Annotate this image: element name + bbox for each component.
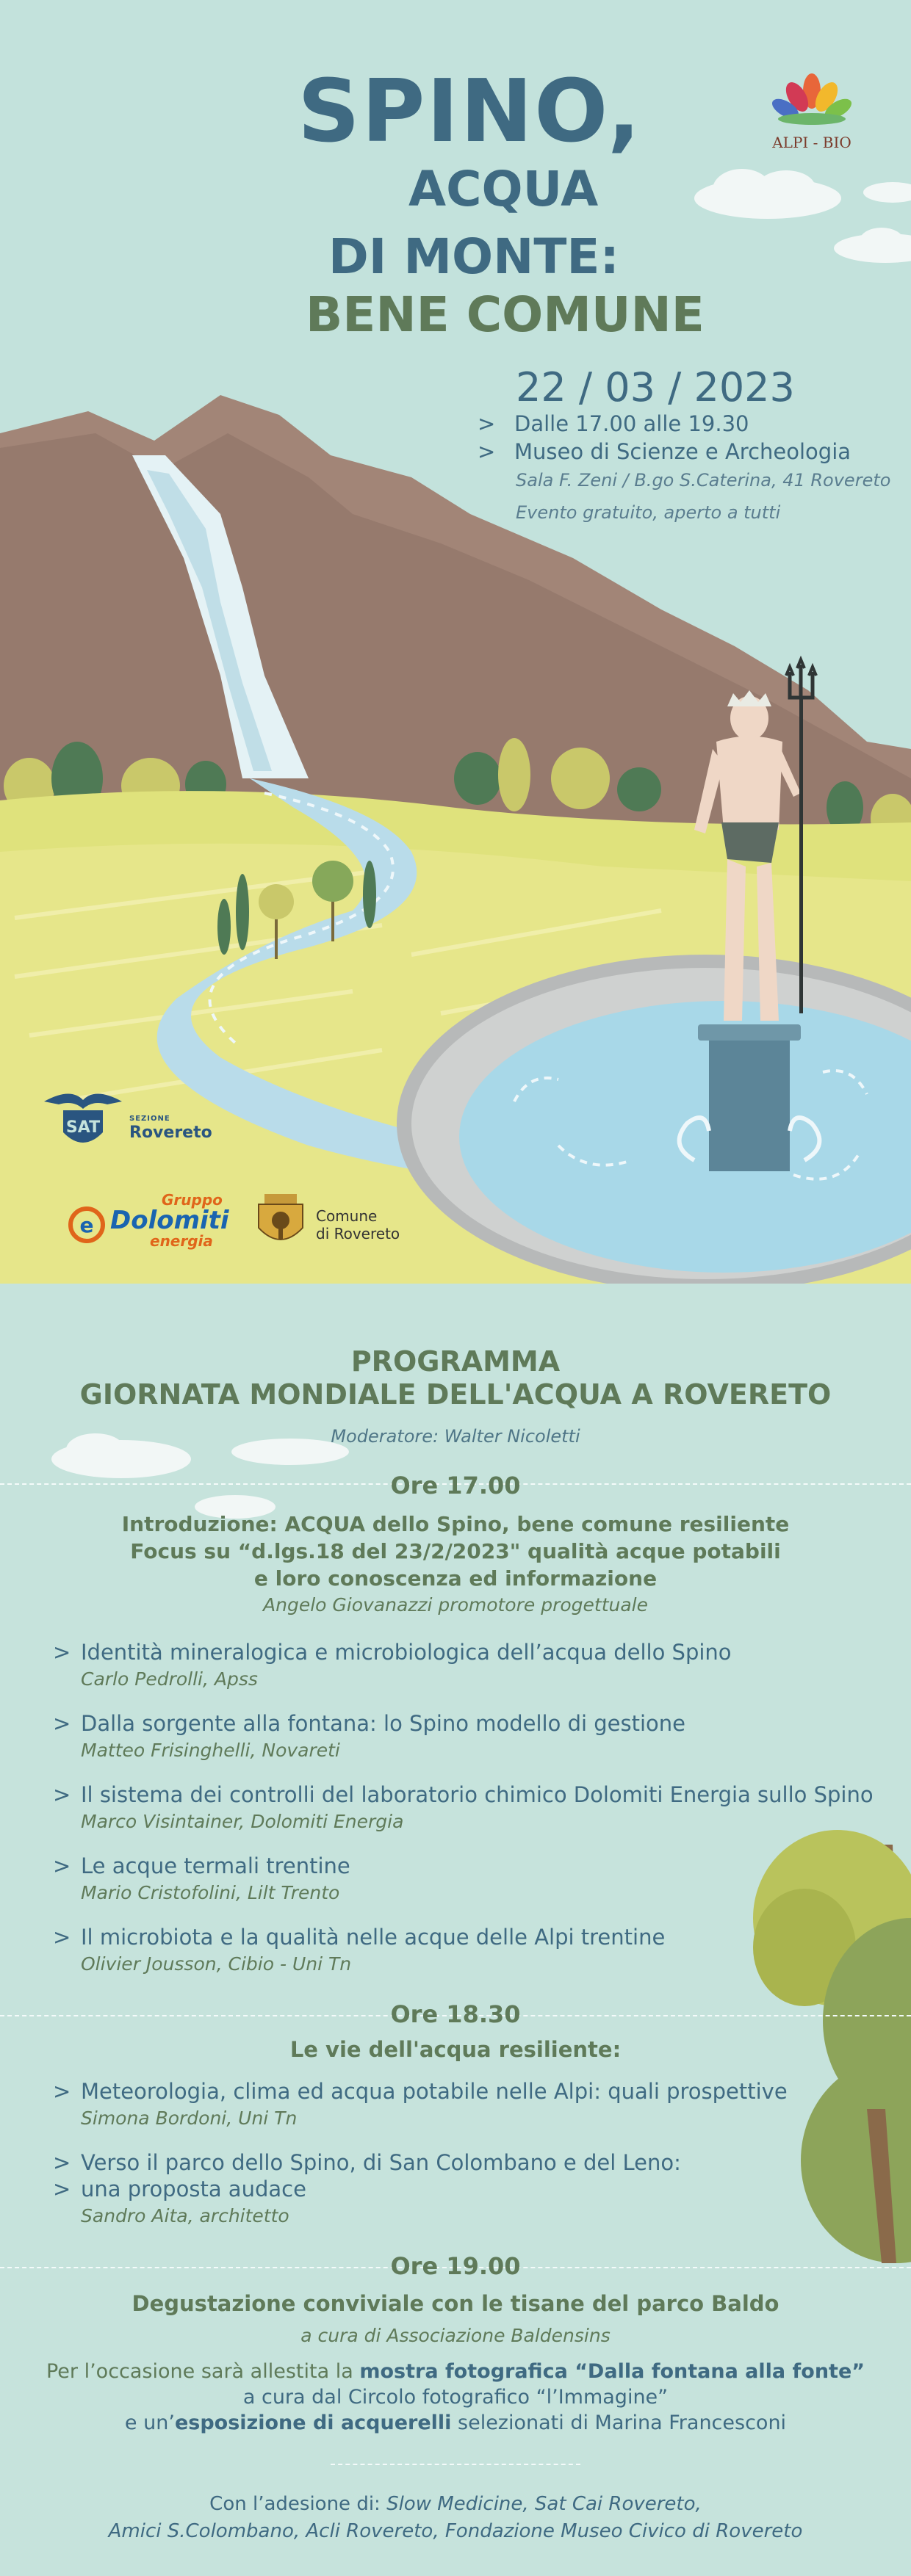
adhesion-line-1 [0, 2491, 911, 2517]
time-slot-3: Ore 19.00 [390, 2252, 521, 2280]
svg-text:SAT: SAT [65, 1118, 101, 1137]
exhibit-text: selezionati di Marina Francesconi [451, 2412, 787, 2434]
program-item-speaker: Marco Visintainer, Dolomiti Energia [81, 1811, 404, 1832]
intro-line-2: Focus su “d.lgs.18 del 23/2/2023" qualità acque potabili [130, 1539, 781, 1563]
program-item [53, 1924, 876, 1975]
title-spino: SPINO, [298, 60, 642, 162]
comune-rovereto-logo [251, 1191, 406, 1250]
event-venue-text: Museo di Scienze e Archeologia [514, 439, 851, 464]
event-date: 22 / 03 / 2023 [516, 364, 795, 410]
intro-line-1: Introduzione: ACQUA dello Spino, bene comune resiliente [121, 1512, 790, 1536]
exhibit-text: Per l’occasione sarà allestita la [46, 2360, 360, 2383]
sat-rovereto-logo [41, 1079, 212, 1160]
comune-line2: di Rovereto [316, 1225, 400, 1242]
program-item-title-cont [53, 2176, 876, 2202]
lotus-icon [768, 70, 856, 129]
exhibit-title: mostra fotografica “Dalla fontana alla fonte” [359, 2360, 865, 2383]
time-slot-1: Ore 17.00 [390, 1472, 521, 1499]
program-item-speaker: Olivier Jousson, Cibio - Uni Tn [81, 1953, 352, 1975]
program-item-title: > Verso il parco dello Spino, di San Colombano e del Leno: [53, 2149, 876, 2176]
arrow-icon: > [478, 411, 496, 436]
watercolor-title: esposizione di acquerelli [174, 2412, 452, 2434]
program-item [53, 1853, 876, 1903]
dolomiti-energy-label: energia [150, 1232, 213, 1250]
program-subtitle: GIORNATA MONDIALE DELL'ACQUA A ROVERETO [79, 1378, 832, 1411]
block2-subtitle: Le vie dell'acqua resiliente: [289, 2037, 622, 2062]
block3-subtitle: Degustazione conviviale con le tisane del parco Baldo [132, 2291, 779, 2316]
program-item [53, 2078, 876, 2129]
adhesion-lead: Con l’adesione di: [209, 2493, 387, 2515]
event-poster [0, 0, 911, 1284]
event-address: Sala F. Zeni / B.go S.Caterina, 41 Rovereto [516, 470, 891, 491]
program-title: PROGRAMMA [350, 1345, 561, 1378]
coat-of-arms-icon [251, 1191, 310, 1250]
program-item-speaker: Matteo Frisinghelli, Novareti [81, 1740, 340, 1761]
program-section [0, 1287, 911, 2576]
program-item-title: > Identità mineralogica e microbiologica dell’acqua dello Spino [53, 1639, 876, 1665]
program-item-title: > Le acque termali trentine [53, 1853, 876, 1879]
dolomiti-name-label: Dolomiti [110, 1206, 229, 1235]
exhibit-text: e un’ [124, 2412, 175, 2434]
sat-section-label: SEZIONE [129, 1115, 170, 1123]
comune-line1: Comune [316, 1207, 378, 1225]
svg-text:e: e [79, 1213, 94, 1237]
sat-city-label: Rovereto [129, 1124, 212, 1142]
title-acqua: ACQUA [408, 161, 599, 217]
dolomiti-group-label: Gruppo [162, 1191, 223, 1209]
program-item [53, 1781, 876, 1832]
alpi-bio-text: ALPI - BIO [772, 134, 851, 151]
block3-curated: a cura di Associazione Baldensins [300, 2325, 611, 2346]
event-time-text: Dalle 17.00 alle 19.30 [514, 411, 749, 436]
program-item-title: > Dalla sorgente alla fontana: lo Spino modello di gestione [53, 1710, 876, 1737]
exhibit-line-1 [0, 2359, 911, 2384]
program-item [53, 1639, 876, 1690]
intro-line-3: e loro conoscenza ed informazione [253, 1566, 658, 1591]
sat-eagle-icon [41, 1079, 126, 1160]
clouds [694, 169, 911, 263]
program-item-speaker: Carlo Pedrolli, Apss [81, 1668, 258, 1690]
event-venue [478, 439, 851, 464]
adhesion-partners: Slow Medicine, Sat Cai Rovereto, [386, 2493, 702, 2515]
divider [331, 2464, 580, 2465]
program-item-speaker: Sandro Aita, architetto [81, 2205, 289, 2226]
program-item-title: > Il sistema dei controlli del laboratorio chimico Dolomiti Energia sullo Spino [53, 1781, 876, 1808]
program-item-speaker: Simona Bordoni, Uni Tn [81, 2108, 298, 2129]
program-item [53, 1710, 876, 1761]
adhesion-line-2: Amici S.Colombano, Acli Rovereto, Fondazione Museo Civico di Rovereto [108, 2520, 803, 2542]
dolomiti-energia-logo [68, 1190, 229, 1248]
title-bene-comune: BENE COMUNE [306, 286, 705, 343]
title-di-monte: DI MONTE: [328, 228, 619, 285]
event-note: Evento gratuito, aperto a tutti [516, 502, 781, 523]
event-time [478, 411, 749, 436]
program-item-speaker: Mario Cristofolini, Lilt Trento [81, 1882, 340, 1903]
alpi-bio-logo [760, 70, 863, 151]
exhibit-line-3 [0, 2410, 911, 2436]
program-item [53, 2149, 876, 2226]
dolomiti-e-icon [68, 1203, 109, 1247]
program-item-title-line2: una proposta audace [81, 2177, 306, 2201]
time-slot-2: Ore 18.30 [390, 2000, 521, 2028]
program-item-title: > Il microbiota e la qualità nelle acque delle Alpi trentine [53, 1924, 876, 1950]
moderator: Moderatore: Walter Nicoletti [331, 1426, 580, 1447]
exhibit-line-2: a cura dal Circolo fotografico “l’Immagine” [242, 2386, 669, 2409]
program-item-title: > Meteorologia, clima ed acqua potabile nelle Alpi: quali prospettive [53, 2078, 876, 2105]
arrow-icon: > [478, 439, 496, 464]
intro-speaker: Angelo Giovanazzi promotore progettuale [263, 1594, 648, 1616]
